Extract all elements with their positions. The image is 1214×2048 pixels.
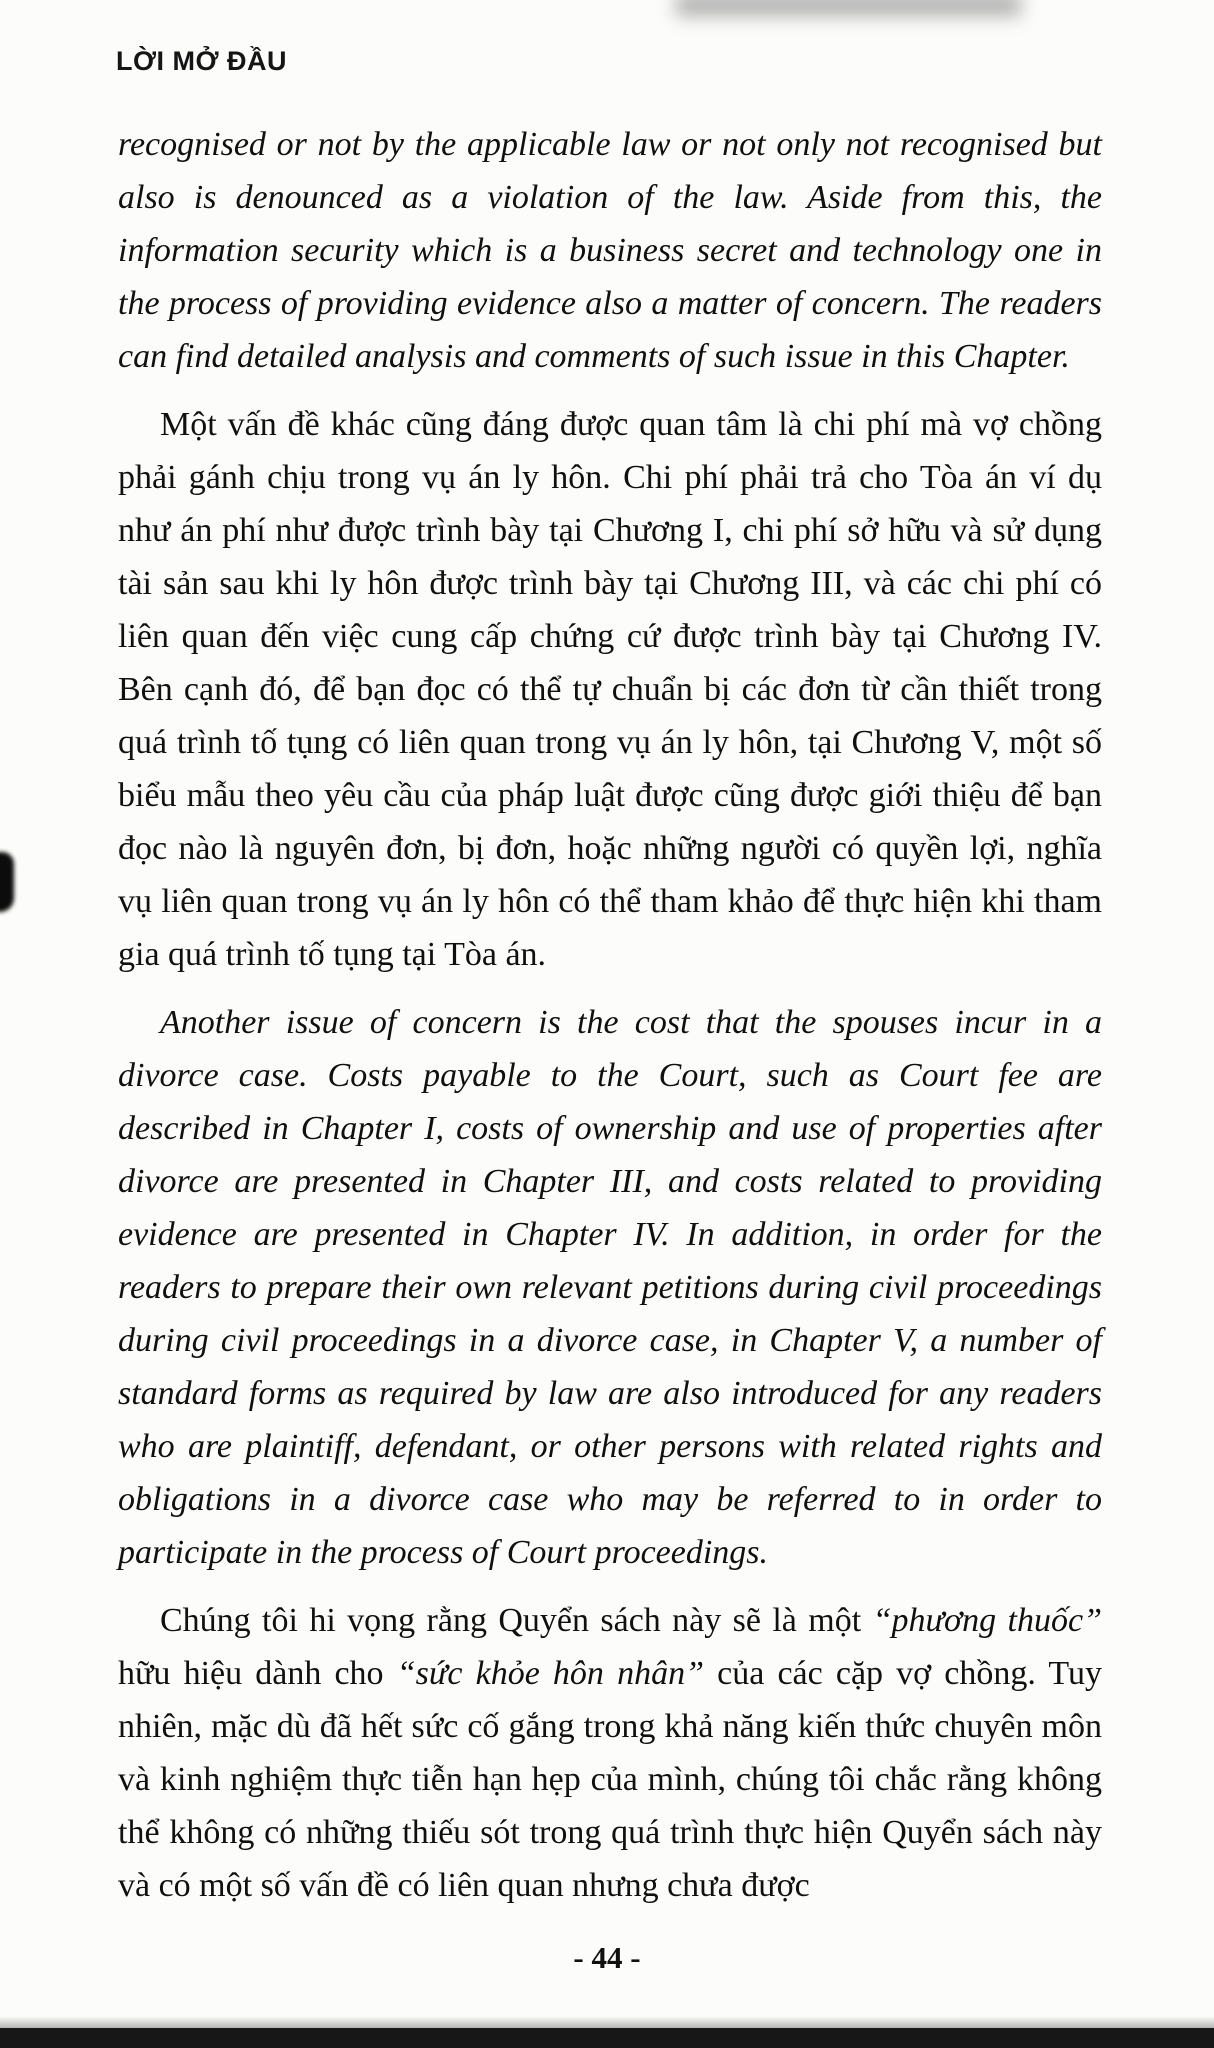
emphasized-phrase: “sức khỏe hôn nhân” [396, 1655, 704, 1692]
scan-smudge-artifact [676, 0, 1021, 16]
running-header: LỜI MỞ ĐẦU [116, 46, 288, 76]
paragraph-vi [118, 1594, 1102, 1912]
paragraph-vi [118, 398, 1102, 981]
paragraph-en-italic [118, 996, 1102, 1579]
page-number: - 44 - [573, 1940, 641, 1975]
scan-blob-artifact [0, 852, 14, 912]
text-run: hữu hiệu dành cho [118, 1655, 397, 1692]
text-run: của các cặp vợ chồng. Tuy nhiên, mặc dù đã hết sức cố gắng trong khả năng kiến thức chuyên môn và kinh nghiệm thực tiễn hạn hẹp của mình, chúng tôi chắc rằng không thể không có những thiếu sót trong quá trình thực hiện Quyển sách này và có một số vấn đề có liên quan nhưng chưa được [118, 1655, 1102, 1904]
text-run: Một vấn đề khác cũng đáng được quan tâm là chi phí mà vợ chồng phải gánh chịu trong vụ án ly hôn. Chi phí phải trả cho Tòa án ví dụ như án phí như được trình bày tại Chương I, chi phí sở hữu và sử dụng tài sản sau khi ly hôn được trình bày tại Chương III, và các chi phí có liên quan đến việc cung cấp chứng cứ được trình bày tại Chương IV. Bên cạnh đó, để bạn đọc có thể tự chuẩn bị các đơn từ cần thiết trong quá trình tố tụng có liên quan trong vụ án ly hôn, tại Chương V, một số biểu mẫu theo yêu cầu của pháp luật được cũng được giới thiệu để bạn đọc nào là nguyên đơn, bị đơn, hoặc những người có quyền lợi, nghĩa vụ liên quan trong vụ án ly hôn có thể tham khảo để thực hiện khi tham gia quá trình tố tụng tại Tòa án. [118, 406, 1102, 973]
text-run: Chúng tôi hi vọng rằng Quyển sách này sẽ là một [160, 1602, 873, 1639]
page-body [118, 118, 1102, 1912]
paragraph-en-italic [118, 118, 1102, 383]
emphasized-phrase: “phương thuốc” [872, 1602, 1102, 1639]
text-run: recognised or not by the applicable law or not only not recognised but also is denounced as a violation of the law. Aside from this, the information security which is a business secret and technology one in the process of providing evidence also a matter of concern. The readers can find detailed analysis and comments of such issue in this Chapter. [118, 126, 1102, 375]
text-run: Another issue of concern is the cost that the spouses incur in a divorce case. Costs payable to the Court, such as Court fee are described in Chapter I, costs of ownership and use of properties after divorce are presented in Chapter III, and costs related to providing evidence are presented in Chapter IV. In addition, in order for the readers to prepare their own relevant petitions during civil proceedings during civil proceedings in a divorce case, in Chapter V, a number of standard forms as required by law are also introduced for any readers who are plaintiff, defendant, or other persons with related rights and obligations in a divorce case who may be referred to in order to participate in the process of Court proceedings. [118, 1004, 1102, 1571]
scan-bottom-shadow [0, 2016, 1214, 2028]
scan-bottom-edge [0, 2028, 1214, 2048]
